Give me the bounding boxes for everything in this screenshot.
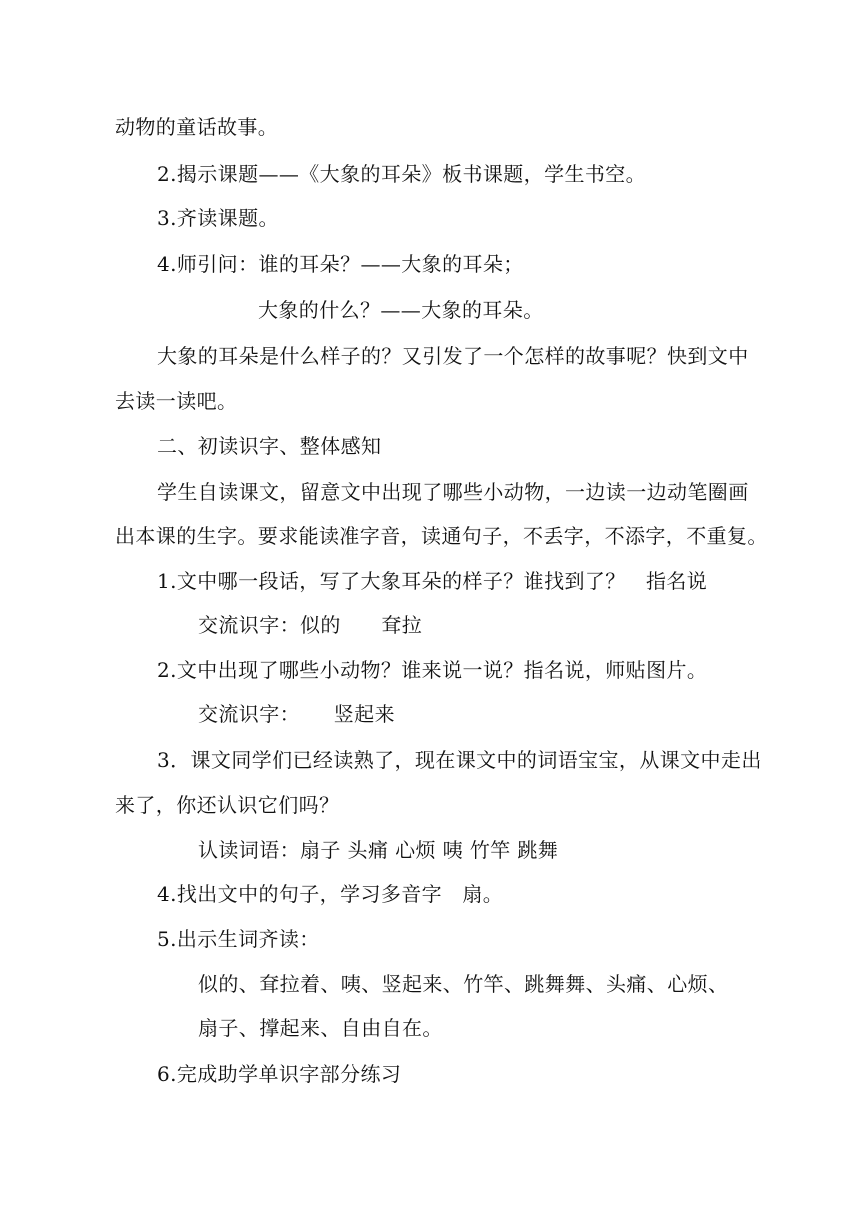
- text-line: 来了，你还认识它们吗？: [115, 793, 340, 817]
- text-line: 认读词语：扇子 头痛 心烦 咦 竹竿 跳舞: [198, 838, 559, 862]
- text-line: 4.师引问：谁的耳朵？——大象的耳朵；: [157, 252, 524, 276]
- text-line: 似的、耷拉着、咦、竖起来、竹竿、跳舞舞、头痛、心烦、: [198, 972, 729, 996]
- text-line: 动物的童话故事。: [115, 115, 279, 139]
- text-line: 6.完成助学单识字部分练习: [157, 1062, 402, 1086]
- text-line: 扇子、撑起来、自由自在。: [198, 1016, 443, 1040]
- text-line: 交流识字：似的 耷拉: [198, 613, 423, 637]
- text-line: 1.文中哪一段话，写了大象耳朵的样子？谁找到了？ 指名说: [157, 569, 708, 593]
- text-line: 学生自读课文，留意文中出现了哪些小动物，一边读一边动笔圈画: [157, 480, 749, 504]
- section-heading: 二、初读识字、整体感知: [157, 434, 382, 458]
- text-line: 2.文中出现了哪些小动物？谁来说一说？指名说，师贴图片。: [157, 658, 708, 682]
- text-line: 3.齐读课题。: [157, 206, 279, 230]
- text-line: 5.出示生词齐读：: [157, 927, 320, 951]
- text-line: 4.找出文中的句子，学习多音字 扇。: [157, 882, 504, 906]
- text-line: 大象的耳朵是什么样子的？又引发了一个怎样的故事呢？快到文中: [157, 344, 749, 368]
- text-line: 3．课文同学们已经读熟了，现在课文中的词语宝宝，从课文中走出: [157, 748, 762, 772]
- text-line: 交流识字： 竖起来: [198, 702, 395, 726]
- text-line: 出本课的生字。要求能读准字音，读通句子，不丢字，不添字，不重复。: [115, 524, 768, 548]
- text-line: 大象的什么？——大象的耳朵。: [258, 298, 544, 322]
- text-line: 去读一读吧。: [115, 389, 238, 413]
- text-line: 2.揭示课题——《大象的耳朵》板书课题，学生书空。: [157, 162, 647, 186]
